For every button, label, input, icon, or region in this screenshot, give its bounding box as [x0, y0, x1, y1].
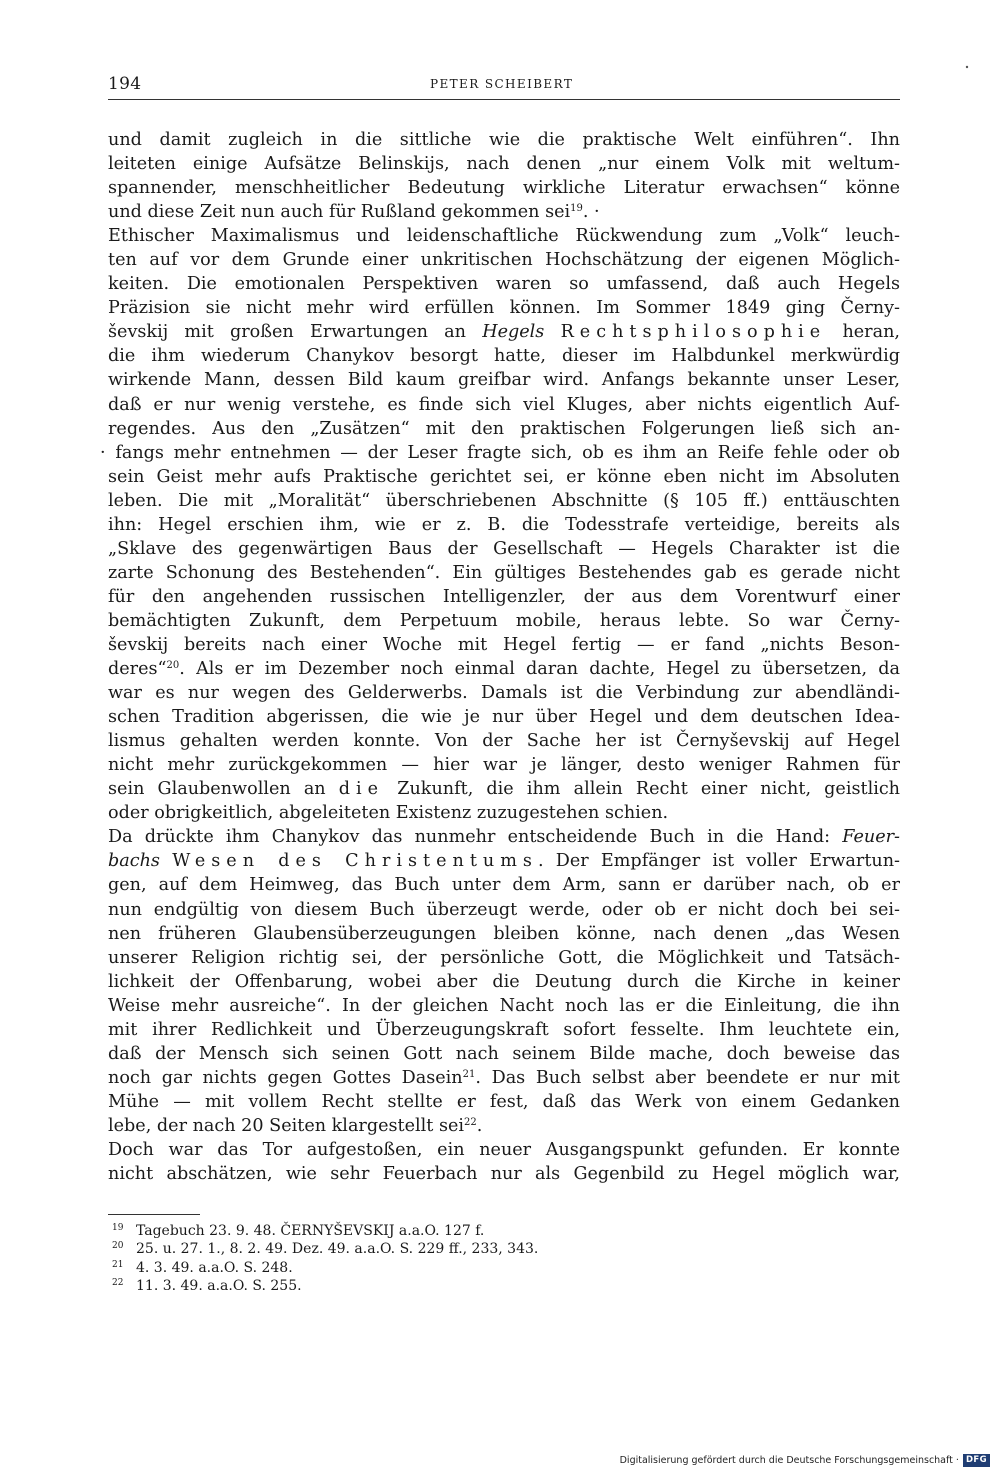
- text-segment: . Der Empfänger ist voller Erwartun-: [537, 851, 900, 872]
- text-line: „Sklave des gegenwärtigen Baus der Gesellschaft — Hegels Charakter ist die: [108, 538, 900, 559]
- text-line: Präzision sie nicht mehr wird erfüllen können. Im Sommer 1849 ging Černy-: [108, 298, 900, 319]
- text-segment: heran,: [842, 322, 900, 343]
- text-line: [108, 320, 900, 344]
- footnote-ref: 22: [464, 1116, 477, 1128]
- italic-name: Hegels: [482, 322, 545, 343]
- text-line: nen früheren Glaubensüberzeugungen bleiben könne, nach denen „das Wesen: [108, 923, 900, 944]
- text-line: oder obrigkeitlich, abgeleiteten Existenz zuzugestehen schien.: [108, 803, 669, 824]
- text-line: nicht abschätzen, wie sehr Feuerbach nur als Gegenbild zu Hegel möglich war,: [108, 1164, 900, 1185]
- text-line: spannender, menschheitlicher Bedeutung wirkliche Literatur erwachsen“ könne: [108, 178, 900, 199]
- text-segment: Zukunft, die ihm allein Recht einer nicht, geistlich: [397, 779, 900, 800]
- text-segment: noch gar nichts gegen Gottes Dasein: [108, 1067, 463, 1088]
- footnote-text: 11. 3. 49. a.a.O. S. 255.: [136, 1277, 302, 1294]
- text-segment: lebe, der nach 20 Seiten klargestellt sei: [108, 1115, 465, 1136]
- text-line: schen Tradition abgerissen, die wie je nur über Hegel und dem deutschen Idea-: [108, 707, 900, 728]
- dfg-logo: DFG: [963, 1454, 990, 1467]
- text-line: [108, 1114, 900, 1138]
- text-line: daß er nur wenig verstehe, es finde sich viel Kluges, aber nichts eigentlich Auf-: [108, 394, 900, 415]
- text-line: unserer Religion richtig sei, der persönliche Gott, die Möglichkeit und Tatsäch-: [108, 947, 900, 968]
- text-line: [108, 849, 900, 873]
- text-segment: ševskij mit großen Erwartungen an: [108, 322, 466, 343]
- text-line: ihn: Hegel erschien ihm, wie er z. B. die Todesstrafe verteidige, bereits als: [108, 514, 900, 535]
- text-line: zarte Schonung des Bestehenden“. Ein gültiges Bestehendes gab es gerade nicht: [108, 562, 900, 583]
- footnote-text: 25. u. 27. 1., 8. 2. 49. Dez. 49. a.a.O. S. 229 ff., 233, 343.: [136, 1241, 539, 1258]
- footnote-text: Tagebuch 23. 9. 48. ČERNYŠEVSKIJ a.a.O. 127 f.: [136, 1223, 485, 1239]
- credit-text: Digitalisierung gefördert durch die Deutsche Forschungsgemeinschaft ·: [619, 1454, 959, 1466]
- text-line: [108, 657, 900, 681]
- text-segment: deres“: [108, 659, 167, 680]
- text-segment: . ·: [582, 202, 600, 223]
- spaced-title: Wesen des Christentums: [172, 851, 538, 872]
- text-line: ten auf vor dem Grunde einer unkritischen Hochschätzung der eigenen Möglich-: [108, 250, 900, 271]
- footnote: 21 4. 3. 49. a.a.O. S. 248.: [112, 1259, 293, 1276]
- text-line: bemächtigten Zukunft, dem Perpetuum mobile, heraus lebte. So war Černy-: [108, 610, 900, 631]
- text-segment: sein Glaubenwollen an: [108, 779, 326, 800]
- footnote-text: 4. 3. 49. a.a.O. S. 248.: [136, 1259, 293, 1276]
- text-line: Weise mehr ausreiche“. In der gleichen Nacht noch las er die Einleitung, die ihn: [108, 995, 900, 1016]
- footnote-rule: [108, 1214, 200, 1215]
- text-line: gen, auf dem Heimweg, das Buch unter dem Arm, sann er darüber nach, ob er: [108, 875, 900, 896]
- footnote-ref: 21: [462, 1068, 476, 1080]
- text-line: Ethischer Maximalismus und leidenschaftliche Rückwendung zum „Volk“ leuch-: [108, 226, 900, 247]
- text-line: sein Geist mehr aufs Praktische gerichtet sei, er könne eben nicht im Absoluten: [108, 466, 900, 487]
- text-line: [108, 1066, 900, 1090]
- text-line: [108, 200, 900, 224]
- text-segment: und diese Zeit nun auch für Rußland gekommen sei: [108, 202, 571, 223]
- digitization-credit: [620, 1452, 990, 1468]
- italic-name: Feuer-: [842, 827, 900, 848]
- running-head: PETER SCHEIBERT: [430, 77, 574, 91]
- footnote: 22 11. 3. 49. a.a.O. S. 255.: [112, 1277, 302, 1294]
- text-line: Doch war das Tor aufgestoßen, ein neuer Ausgangspunkt gefunden. Er konnte: [108, 1139, 900, 1160]
- footnote-ref: 20: [166, 660, 180, 672]
- text-line: lismus gehalten werden konnte. Von der Sache her ist Černyševskij auf Hegel: [108, 731, 900, 752]
- text-line: die ihm wiederum Chanykov besorgt hatte, dieser im Halbdunkel merkwürdig: [108, 346, 900, 367]
- text-line: · fangs mehr entnehmen — der Leser fragte sich, ob es ihm an Reife fehle oder ob: [100, 442, 900, 463]
- footnote: 20 25. u. 27. 1., 8. 2. 49. Dez. 49. a.a.O. S. 229 ff., 233, 343.: [112, 1241, 539, 1258]
- scan-mark-icon: [964, 64, 970, 70]
- text-line: [108, 777, 900, 801]
- footnotes: [112, 1222, 812, 1295]
- footnote: 19 Tagebuch 23. 9. 48. ČERNYŠEVSKIJ a.a.O. 127 f.: [112, 1223, 485, 1239]
- footnote-ref: 19: [570, 203, 583, 215]
- text-line: [108, 825, 900, 849]
- text-line: regendes. Aus den „Zusätzen“ mit den praktischen Folgerungen ließ sich an-: [108, 418, 900, 439]
- text-line: keiten. Die emotionalen Perspektiven waren so umfassend, daß auch Hegels: [108, 274, 900, 295]
- text-line: nicht mehr zurückgekommen — hier war je länger, desto weniger Rahmen für: [108, 755, 900, 776]
- italic-name: bachs: [108, 851, 160, 872]
- text-segment: Da drückte ihm Chanykov das nunmehr entscheidende Buch in die Hand:: [108, 827, 831, 848]
- page-header: [108, 74, 898, 98]
- text-segment: . Als er im Dezember noch einmal daran dachte, Hegel zu übersetzen, da: [179, 659, 900, 680]
- spaced-word: die: [338, 779, 385, 800]
- text-line: mit ihrer Redlichkeit und Überzeugungskraft sofort fesselte. Ihm leuchtete ein,: [108, 1019, 900, 1040]
- text-line: für den angehenden russischen Intelligenzler, der aus dem Vorentwurf einer: [108, 586, 900, 607]
- text-line: leiteten einige Aufsätze Belinskijs, nach denen „nur einem Volk mit weltum-: [108, 154, 900, 175]
- text-line: lichkeit der Offenbarung, wobei aber die Deutung durch die Kirche in keiner: [108, 971, 900, 992]
- text-line: daß der Mensch sich seinen Gott nach seinem Bilde mache, doch beweise das: [108, 1043, 900, 1064]
- text-line: Mühe — mit vollem Recht stellte er fest, daß das Werk von einem Gedanken: [108, 1091, 900, 1112]
- text-line: und damit zugleich in die sittliche wie die praktische Welt einführen“. Ihn: [108, 130, 900, 150]
- text-segment: .: [476, 1115, 483, 1136]
- text-line: ševskij bereits nach einer Woche mit Hegel fertig — er fand „nichts Beson-: [108, 634, 900, 655]
- text-segment: . Das Buch selbst aber beendete er nur mit: [475, 1067, 900, 1088]
- text-line: war es nur wegen des Gelderwerbs. Damals ist die Verbindung zur abendländi-: [108, 683, 900, 704]
- page-number: 194: [108, 74, 142, 94]
- header-rule: [108, 99, 900, 100]
- text-line: leben. Die mit „Moralität“ überschriebenen Abschnitte (§ 105 ff.) enttäuschten: [108, 490, 900, 511]
- text-line: wirkende Mann, dessen Bild kaum greifbar wird. Anfangs bekannte unser Leser,: [108, 370, 900, 391]
- body-text: [100, 128, 900, 1186]
- text-line: nun endgültig von diesem Buch überzeugt werde, oder ob er nicht doch bei sei-: [108, 899, 900, 920]
- spaced-title: Rechtsphilosophie: [560, 322, 827, 343]
